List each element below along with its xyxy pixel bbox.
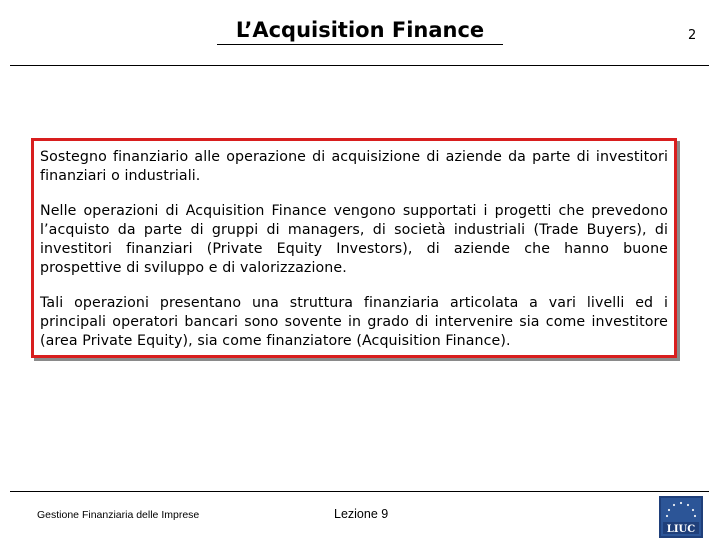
paragraph-1: Sostegno finanziario alle operazione di acquisizione di aziende da parte di investitori finanziari o industriali. — [40, 149, 668, 184]
footer-course: Gestione Finanziaria delle Imprese — [37, 509, 200, 521]
footer-divider — [10, 491, 709, 492]
title-underline — [217, 44, 503, 45]
page-number: 2 — [688, 28, 697, 43]
content-box — [31, 138, 677, 358]
header-divider — [10, 65, 709, 66]
svg-text:LIUC: LIUC — [666, 524, 696, 535]
liuc-logo-icon — [659, 496, 703, 538]
paragraph-3: Tali operazioni presentano una struttura finanziaria articolata a vari livelli ed i principali operatori bancari sono sovente in grado di intervenire sia come investitore (area Private Equity), sia come finanziatore (Acquisition Finance). — [40, 295, 668, 349]
footer-lesson: Lezione 9 — [334, 507, 389, 521]
slide-title: L’Acquisition Finance — [235, 18, 485, 42]
paragraph-2: Nelle operazioni di Acquisition Finance vengono supportati i progetti che prevedono l’acquisto da parte di gruppi di managers, di società industriali (Trade Buyers), di investitori finanziari (Private Equity Investors), di aziende che hanno buone prospettive di sviluppo e di valorizzazione. — [40, 203, 668, 276]
